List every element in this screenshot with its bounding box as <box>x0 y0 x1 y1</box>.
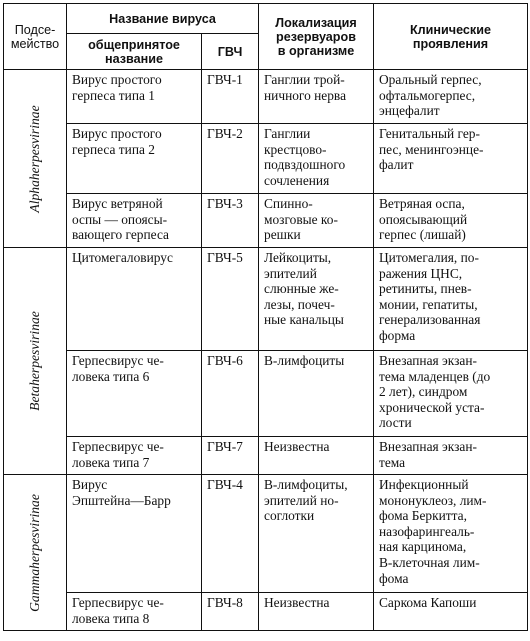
clinical-cell: Ветряная оспа, опоясывающий герпес (лишай) <box>374 194 528 248</box>
reservoir-cell: В-лимфоциты, эпителий но- соглотки <box>259 475 374 593</box>
virus-code-cell: ГВЧ-6 <box>202 351 259 437</box>
subfamily-cell-alpha <box>4 70 67 248</box>
virus-code-cell: ГВЧ-5 <box>202 248 259 351</box>
clinical-cell: Цитомегалия, по- ражения ЦНС, ретиниты, пнев- монии, гепатиты, генерализованная форма <box>374 248 528 351</box>
clinical-cell: Инфекционный мононуклеоз, лим- фома Беркитта, назофарингеаль- ная карцинома, В-клеточная лим- фома <box>374 475 528 593</box>
subfamily-cell-beta <box>4 248 67 475</box>
virus-code-cell: ГВЧ-4 <box>202 475 259 593</box>
virus-name-cell: Вирус ветряной оспы — опоясы- вающего герпеса <box>67 194 202 248</box>
subfamily-label: Alphaherpesvirinae <box>27 104 43 213</box>
reservoir-cell: Ганглии крестцово- подвздошного сочленения <box>259 124 374 194</box>
header-reservoir: Локализация резервуаров в организме <box>259 4 374 70</box>
header-code: ГВЧ <box>202 34 259 70</box>
table-row <box>4 194 528 248</box>
virus-name-cell: Герпесвирус че- ловека типа 6 <box>67 351 202 437</box>
clinical-cell: Оральный герпес, офтальмогерпес, энцефалит <box>374 70 528 124</box>
reservoir-cell: Спинно- мозговые ко- решки <box>259 194 374 248</box>
table-row <box>4 70 528 124</box>
reservoir-cell: В-лимфоциты <box>259 351 374 437</box>
reservoir-cell: Неизвестна <box>259 437 374 475</box>
virus-name-cell: Цитомегаловирус <box>67 248 202 351</box>
virus-code-cell: ГВЧ-2 <box>202 124 259 194</box>
clinical-cell: Генитальный гер- пес, менингоэнце- фалит <box>374 124 528 194</box>
header-common-name: общепринятое название <box>67 34 202 70</box>
reservoir-cell: Ганглии трой- ничного нерва <box>259 70 374 124</box>
header-virus-name: Название вируса <box>67 4 259 34</box>
header-clinical: Клинические проявления <box>374 4 528 70</box>
virus-code-cell: ГВЧ-3 <box>202 194 259 248</box>
virus-name-cell: Вирус Эпштейна—Барр <box>67 475 202 593</box>
virus-name-cell: Герпесвирус че- ловека типа 7 <box>67 437 202 475</box>
subfamily-label: Betaherpesvirinae <box>27 311 43 411</box>
table-row <box>4 248 528 351</box>
subfamily-label: Gammaherpesvirinae <box>27 493 43 612</box>
subfamily-cell-gamma <box>4 475 67 631</box>
table-header <box>4 4 528 70</box>
table-row <box>4 351 528 437</box>
virus-code-cell: ГВЧ-1 <box>202 70 259 124</box>
virus-code-cell: ГВЧ-8 <box>202 593 259 631</box>
virus-name-cell: Герпесвирус че- ловека типа 8 <box>67 593 202 631</box>
clinical-cell: Внезапная экзан- тема младенцев (до 2 лет), синдром хронической уста- лости <box>374 351 528 437</box>
table-row <box>4 475 528 593</box>
table-row <box>4 437 528 475</box>
header-subfamily: Подсе- мейство <box>4 4 67 70</box>
clinical-cell: Внезапная экзан- тема <box>374 437 528 475</box>
table-row <box>4 124 528 194</box>
herpesvirus-table <box>3 3 528 631</box>
virus-code-cell: ГВЧ-7 <box>202 437 259 475</box>
reservoir-cell: Лейкоциты, эпителий слюнные же- лезы, почеч- ные канальцы <box>259 248 374 351</box>
table-row <box>4 593 528 631</box>
virus-name-cell: Вирус простого герпеса типа 1 <box>67 70 202 124</box>
virus-name-cell: Вирус простого герпеса типа 2 <box>67 124 202 194</box>
clinical-cell: Саркома Капоши <box>374 593 528 631</box>
reservoir-cell: Неизвестна <box>259 593 374 631</box>
table-body <box>4 70 528 631</box>
